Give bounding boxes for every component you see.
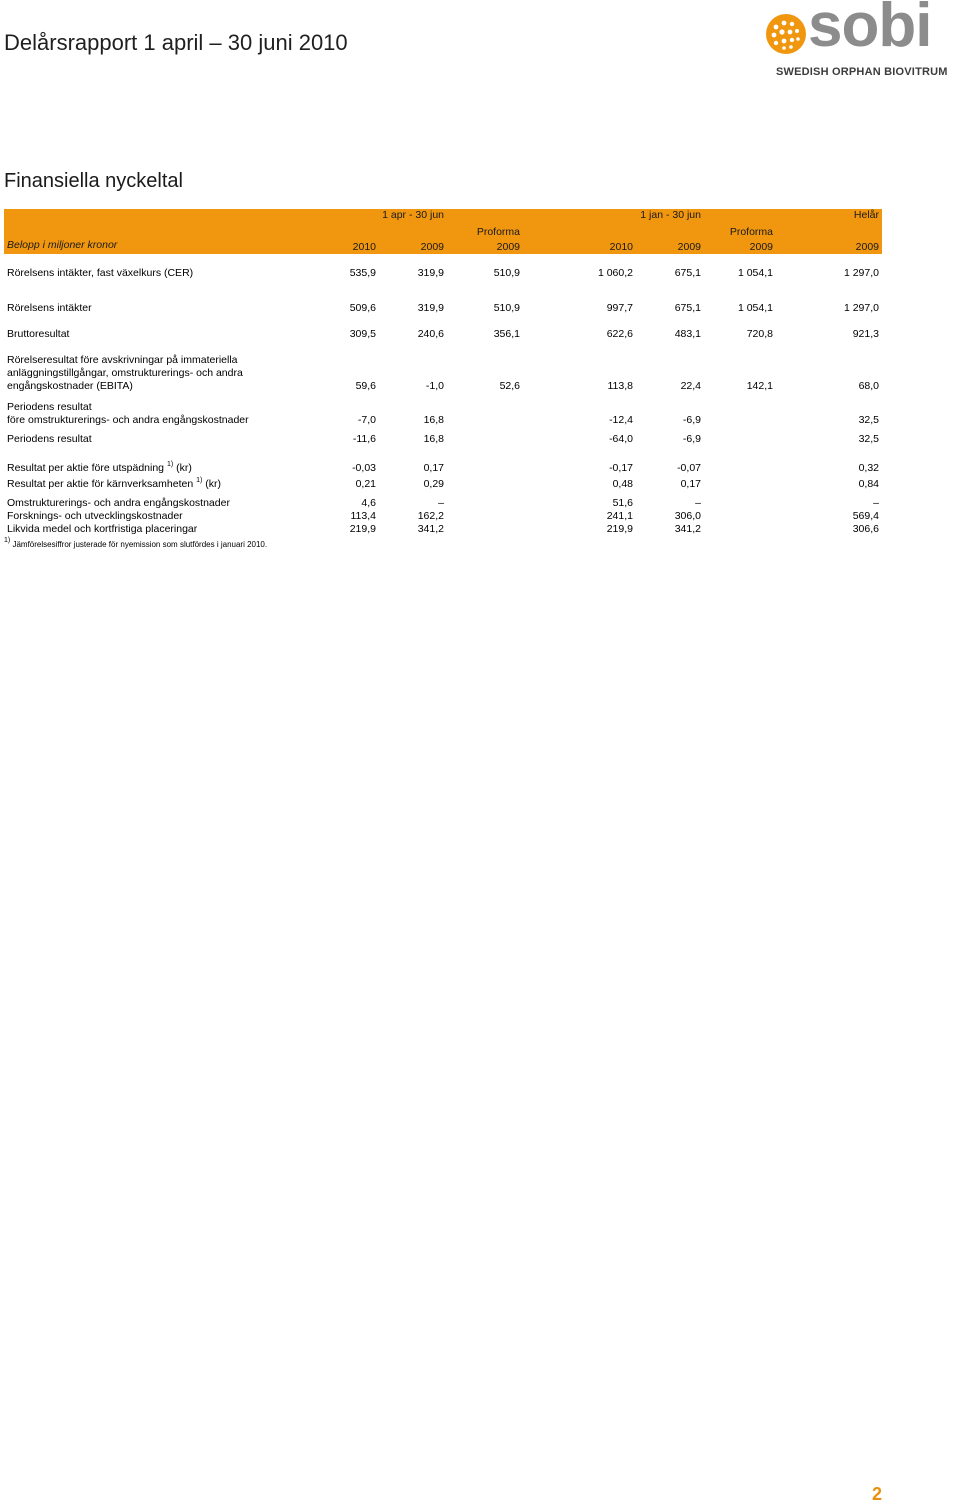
table-row <box>4 497 882 510</box>
row-label-text: Resultat per aktie före utspädning <box>7 462 165 474</box>
footnote-ref: 1) <box>166 461 174 468</box>
cell-value: 0,17 <box>680 478 701 490</box>
year-header: 2009 <box>379 239 447 254</box>
company-logo <box>764 0 960 80</box>
table-row <box>4 433 882 446</box>
cell-value: 1 054,1 <box>737 302 773 314</box>
group-header-h1: 1 jan - 30 jun <box>523 209 704 222</box>
cell-value: -1,0 <box>425 380 444 392</box>
cell-value <box>704 478 776 491</box>
cell-value: 319,9 <box>417 267 444 279</box>
cell-value: 241,1 <box>606 510 633 522</box>
row-label: Rörelsens intäkter, fast växelkurs (CER) <box>7 267 194 279</box>
cell-value: 32,5 <box>858 414 879 426</box>
cell-value: 510,9 <box>493 267 520 279</box>
cell-value <box>447 433 523 446</box>
row-label: Omstrukturerings- och andra engångskostnader <box>7 497 230 509</box>
cell-value <box>447 401 523 427</box>
cell-value: 997,7 <box>606 302 633 314</box>
cell-value: 569,4 <box>852 510 879 522</box>
table-row <box>4 401 882 427</box>
cell-value: 0,17 <box>423 462 444 474</box>
table-proforma-row <box>4 226 882 239</box>
cell-value: 16,8 <box>423 414 444 426</box>
cell-value: 0,32 <box>858 462 879 474</box>
report-title: Delårsrapport 1 april – 30 juni 2010 <box>4 30 348 55</box>
cell-value: 0,29 <box>423 478 444 490</box>
proforma-label-q2: Proforma <box>447 226 523 239</box>
cell-value: 113,4 <box>350 510 376 522</box>
cell-value <box>704 497 776 510</box>
cell-value: 59,6 <box>355 380 376 392</box>
cell-value <box>447 497 523 510</box>
section-title: Finansiella nyckeltal <box>4 170 183 192</box>
table-row <box>4 478 882 491</box>
cell-value: 0,21 <box>355 478 376 490</box>
table-row <box>4 462 882 475</box>
dotted-sphere-logo-icon <box>764 12 808 56</box>
cell-value: 51,6 <box>612 497 633 509</box>
cell-value: 675,1 <box>674 302 701 314</box>
table-row <box>4 328 882 341</box>
row-label-suffix: (kr) <box>173 462 192 474</box>
cell-value: 219,9 <box>606 523 633 535</box>
cell-value: 1 297,0 <box>843 267 879 279</box>
cell-value: 675,1 <box>674 267 701 279</box>
row-label: Rörelseresultat före avskrivningar på immateriella anläggningstillgångar, omstrukturerings- och andra engångskostnader (EBITA) <box>7 354 243 392</box>
cell-value: 509,6 <box>349 302 376 314</box>
year-header: 2009 <box>447 239 523 254</box>
cell-value: 16,8 <box>423 433 444 445</box>
cell-value: -64,0 <box>609 433 633 445</box>
cell-value <box>447 462 523 475</box>
cell-value: 4,6 <box>361 497 376 509</box>
page-number: 2 <box>871 1484 882 1504</box>
cell-value: 22,4 <box>680 380 701 392</box>
row-label: Periodens resultat <box>7 433 92 445</box>
cell-value: 622,6 <box>606 328 633 340</box>
cell-value: 1 054,1 <box>737 267 773 279</box>
group-header-q2: 1 apr - 30 jun <box>312 209 447 222</box>
cell-value: 720,8 <box>746 328 773 340</box>
cell-value: 0,48 <box>612 478 633 490</box>
cell-value: 113,8 <box>607 380 633 392</box>
cell-value: – <box>438 497 444 509</box>
row-label-text: Resultat per aktie för kärnverksamheten <box>7 478 194 490</box>
logo-wordmark: sobi <box>808 0 932 60</box>
cell-value: 341,2 <box>674 523 701 535</box>
table-row <box>4 267 882 280</box>
proforma-label-h1: Proforma <box>704 226 776 239</box>
footnote-ref: 1) <box>196 477 203 484</box>
row-label <box>4 401 312 427</box>
year-header: 2009 <box>776 239 882 254</box>
cell-value: 68,0 <box>858 380 879 392</box>
cell-value: -12,4 <box>609 414 633 426</box>
table-row <box>4 510 882 523</box>
group-header-fy: Helår <box>776 209 882 222</box>
unit-label: Belopp i miljoner kronor <box>4 239 312 254</box>
cell-value: 162,2 <box>417 510 444 522</box>
row-label <box>4 462 312 475</box>
cell-value: 142,1 <box>746 380 773 392</box>
cell-value: 219,9 <box>349 523 376 535</box>
cell-value: – <box>873 497 879 509</box>
cell-value: 1 060,2 <box>597 267 633 279</box>
row-label-line: före omstrukturerings- och andra engångskostnader <box>7 414 249 426</box>
cell-value: 0,84 <box>858 478 879 490</box>
cell-value <box>447 523 523 536</box>
cell-value: 319,9 <box>417 302 444 314</box>
cell-value <box>704 433 776 446</box>
cell-value: -0,17 <box>609 462 633 474</box>
cell-value: -0,07 <box>677 462 701 474</box>
year-header: 2010 <box>523 239 636 254</box>
row-label-suffix: (kr) <box>202 478 221 490</box>
footnote-text: Jämförelsesiffror justerade för nyemission som slutfördes i januari 2010. <box>12 540 268 549</box>
cell-value <box>704 401 776 427</box>
cell-value <box>704 523 776 536</box>
cell-value: 309,5 <box>349 328 376 340</box>
row-label: Forsknings- och utvecklingskostnader <box>7 510 183 522</box>
cell-value: – <box>695 497 701 509</box>
footnote <box>4 537 268 549</box>
year-header: 2010 <box>312 239 379 254</box>
row-label: Rörelsens intäkter <box>7 302 92 314</box>
table-row <box>4 354 882 393</box>
table-row <box>4 523 882 536</box>
cell-value: -7,0 <box>357 414 376 426</box>
row-label: Bruttoresultat <box>7 328 70 340</box>
row-label: Likvida medel och kortfristiga placeringar <box>7 523 198 535</box>
cell-value: 52,6 <box>499 380 520 392</box>
cell-value: -6,9 <box>682 414 701 426</box>
cell-value: 341,2 <box>417 523 444 535</box>
logo-subtitle: SWEDISH ORPHAN BIOVITRUM <box>776 66 948 78</box>
year-header: 2009 <box>704 239 776 254</box>
cell-value: 921,3 <box>852 328 879 340</box>
cell-value: 240,6 <box>417 328 444 340</box>
cell-value: -6,9 <box>682 433 701 445</box>
year-header: 2009 <box>636 239 704 254</box>
cell-value: 32,5 <box>858 433 879 445</box>
cell-value: 306,0 <box>674 510 701 522</box>
cell-value: 535,9 <box>349 267 376 279</box>
cell-value: -0,03 <box>352 462 376 474</box>
cell-value: 483,1 <box>674 328 701 340</box>
row-label-line: Periodens resultat <box>7 401 92 413</box>
cell-value: 510,9 <box>493 302 520 314</box>
table-year-row <box>4 239 882 254</box>
cell-value <box>704 510 776 523</box>
cell-value <box>447 478 523 491</box>
key-figures-table <box>4 209 882 536</box>
cell-value: -11,6 <box>352 433 376 445</box>
table-row <box>4 302 882 315</box>
row-label <box>4 478 312 491</box>
table-group-header-row <box>4 209 882 222</box>
footnote-mark: 1) <box>4 537 11 544</box>
cell-value: 306,6 <box>852 523 879 535</box>
cell-value <box>704 462 776 475</box>
cell-value <box>447 510 523 523</box>
cell-value: 1 297,0 <box>843 302 879 314</box>
cell-value: 356,1 <box>493 328 520 340</box>
